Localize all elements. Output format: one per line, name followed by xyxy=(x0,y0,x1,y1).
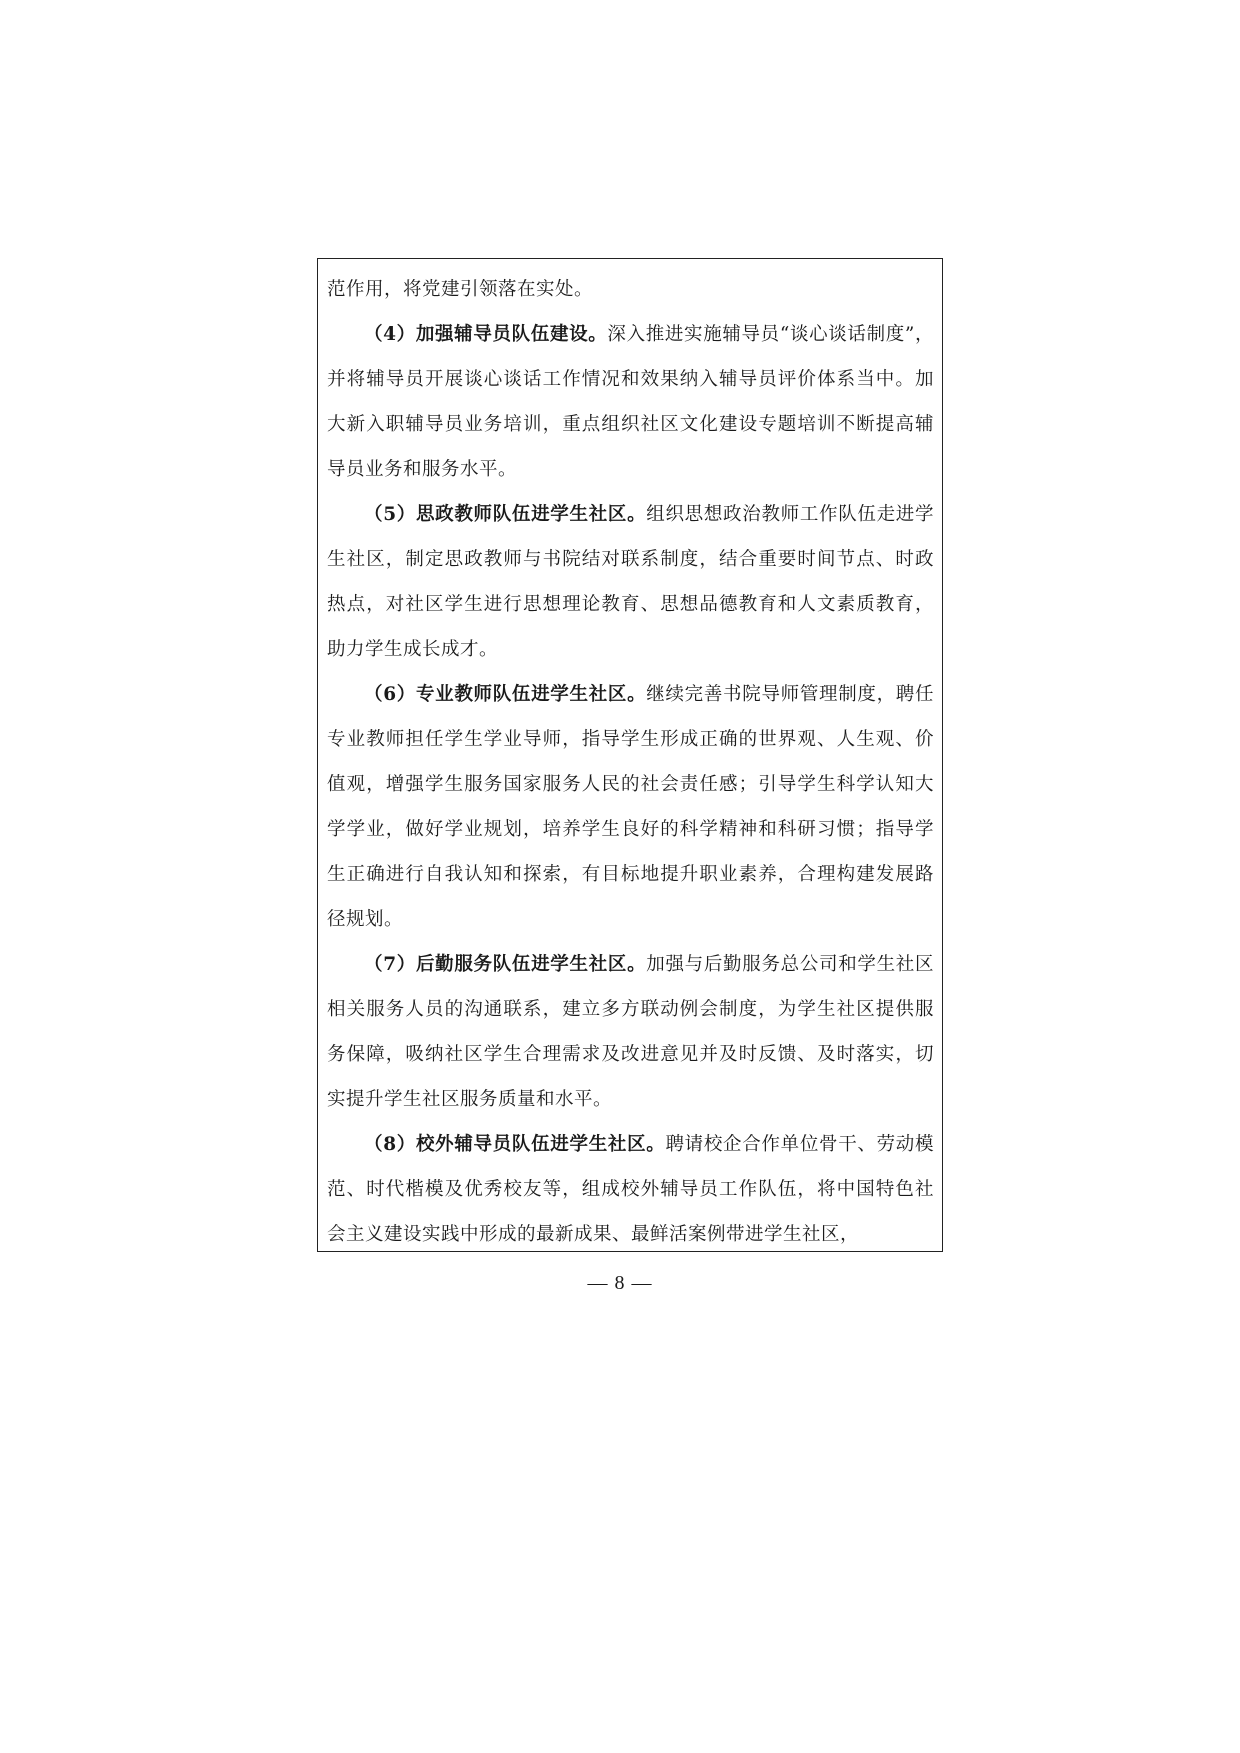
paragraph-text: 深入推进实施辅导员“谈心谈话制度”，并将辅导员开展谈心谈话工作情况和效果纳入辅导员评价体系当中。加大新入职辅导员业务培训，重点组织社区文化建设专题培训不断提高辅导员业务和服务水平。 xyxy=(327,324,935,480)
paragraph-text: 聘请校企合作单位骨干、劳动模范、时代楷模及优秀校友等，组成校外辅导员工作队伍，将中国特色社会主义建设实践中形成的最新成果、最鲜活案例带进学生社区， xyxy=(327,1134,934,1245)
paragraph-item-5 xyxy=(327,492,934,672)
paragraph-text: 范作用，将党建引领落在实处。 xyxy=(327,279,594,300)
paragraph-text: 组织思想政治教师工作队伍走进学生社区，制定思政教师与书院结对联系制度，结合重要时间节点、时政热点，对社区学生进行思想理论教育、思想品德教育和人文素质教育，助力学生成长成才。 xyxy=(327,504,934,660)
paragraph-item-7 xyxy=(327,942,934,1122)
paragraph-item-8 xyxy=(327,1122,934,1252)
page-number: — 8 — xyxy=(587,1272,653,1294)
paragraph-text: 加强与后勤服务总公司和学生社区相关服务人员的沟通联系，建立多方联动例会制度，为学生社区提供服务保障，吸纳社区学生合理需求及改进意见并及时反馈、及时落实，切实提升学生社区服务质量和水平。 xyxy=(327,954,934,1110)
paragraph-item-6 xyxy=(327,672,934,942)
paragraph-heading: （8）校外辅导员队伍进学生社区。 xyxy=(364,1134,666,1155)
document-text-frame xyxy=(317,258,943,1252)
paragraph-text: 继续完善书院导师管理制度，聘任专业教师担任学生学业导师，指导学生形成正确的世界观、人生观、价值观，增强学生服务国家服务人民的社会责任感；引导学生科学认知大学学业，做好学业规划，培养学生良好的科学精神和科研习惯；指导学生正确进行自我认知和探索，有目标地提升职业素养，合理构建发展路径规划。 xyxy=(327,684,934,930)
paragraph-heading: （5）思政教师队伍进学生社区。 xyxy=(364,504,647,525)
paragraph-heading: （4）加强辅导员队伍建设。 xyxy=(364,324,608,345)
paragraph-continuation xyxy=(327,267,934,312)
paragraph-heading: （6）专业教师队伍进学生社区。 xyxy=(364,684,647,705)
paragraph-heading: （7）后勤服务队伍进学生社区。 xyxy=(364,954,647,975)
paragraph-item-4 xyxy=(327,312,934,492)
